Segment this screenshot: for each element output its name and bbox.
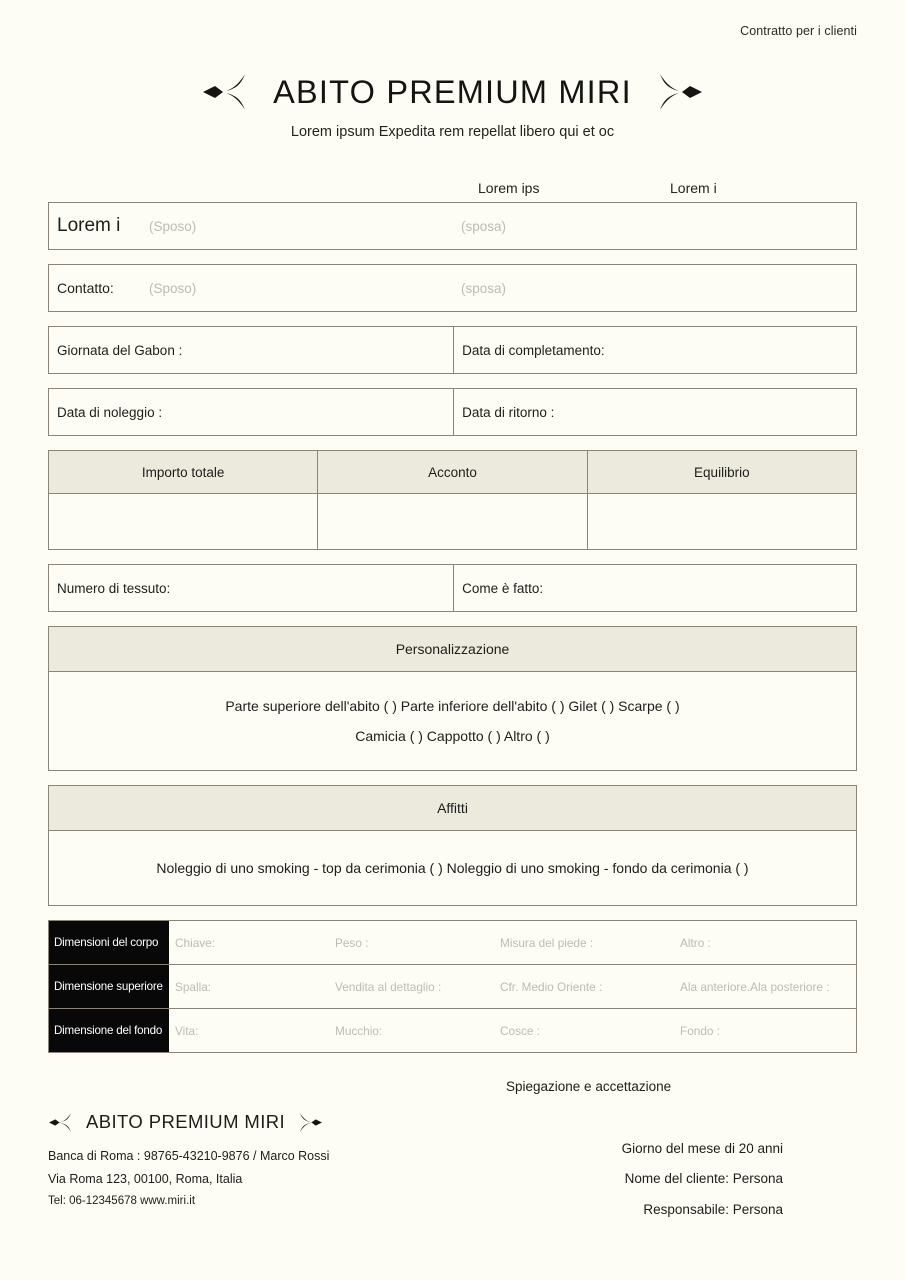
company-contact-lines (48, 1145, 329, 1213)
personalization-options-line-2[interactable]: Camicia ( ) Cappotto ( ) Altro ( ) (355, 728, 550, 744)
company-info-block (48, 1111, 329, 1213)
measurement-field[interactable]: Chiave: (175, 935, 215, 950)
measurement-field[interactable]: Spalla: (175, 979, 212, 994)
amounts-header-total: Importo totale (141, 464, 225, 480)
amounts-value-deposit[interactable] (317, 494, 586, 549)
return-date-label: Data di ritorno : (462, 404, 555, 420)
personalization-heading: Personalizzazione (49, 627, 856, 672)
dates-row-two[interactable] (48, 388, 857, 436)
completion-date-field[interactable] (454, 327, 856, 373)
dates-row-one[interactable] (48, 326, 857, 374)
signature-manager-line: Responsabile: Persona (643, 1201, 783, 1217)
signature-client-line: Nome del cliente: Persona (624, 1171, 783, 1187)
amounts-table (48, 450, 857, 550)
amounts-value-balance[interactable] (587, 494, 856, 549)
amounts-header-balance: Equilibrio (587, 451, 856, 493)
completion-date-label: Data di completamento: (462, 342, 605, 358)
contact-row-label: Contatto: (57, 280, 114, 296)
fabric-made-label: Come è fatto: (462, 580, 544, 596)
amounts-header-deposit: Acconto (317, 451, 586, 493)
contact-bride-placeholder[interactable]: (sposa) (461, 280, 507, 296)
measurement-field[interactable]: Fondo : (680, 1023, 721, 1038)
measurement-field[interactable]: Vita: (175, 1023, 199, 1038)
address-line: Via Roma 123, 00100, Roma, Italia (48, 1172, 243, 1187)
amounts-header-row (49, 451, 856, 494)
table-row[interactable] (49, 920, 856, 964)
rentals-heading: Affitti (49, 786, 856, 831)
name-field-row[interactable] (48, 202, 857, 250)
amounts-value-total[interactable] (49, 494, 317, 549)
measurement-field[interactable]: Altro : (680, 935, 711, 950)
name-groom-placeholder[interactable]: (Sposo) (149, 218, 197, 234)
document-type-label: Contratto per i clienti (740, 24, 857, 38)
rental-date-label: Data di noleggio : (57, 404, 163, 420)
measurement-row-label: Dimensione del fondo (49, 1009, 169, 1052)
event-date-label: Giornata del Gabon : (57, 342, 183, 358)
bank-line: Banca di Roma : 98765-43210-9876 / Marco Rossi (48, 1149, 330, 1163)
ornament-flourish-icon (201, 72, 247, 112)
ornament-flourish-icon (299, 1112, 323, 1133)
page-title: ABITO PREMIUM MIRI (273, 73, 632, 110)
measurement-field[interactable]: Peso : (335, 935, 369, 950)
fabric-number-label: Numero di tessuto: (57, 580, 171, 596)
contact-line: Tel: 06-12345678 www.miri.it (48, 1195, 196, 1208)
measurement-field[interactable]: Vendita al dettaglio : (335, 979, 442, 994)
signature-block (622, 1134, 783, 1225)
measurement-field[interactable]: Misura del piede : (500, 935, 594, 950)
measurement-field[interactable]: Cfr. Medio Oriente : (500, 979, 603, 994)
brand-tagline: Lorem ipsum Expedita rem repellat libero qui et oc (290, 124, 615, 140)
measurement-fields[interactable] (169, 1009, 856, 1052)
column-captions (48, 180, 857, 202)
fabric-row[interactable] (48, 564, 857, 612)
measurement-row-label: Dimensioni del corpo (49, 921, 169, 964)
measurement-field[interactable]: Mucchio: (335, 1023, 383, 1038)
contact-groom-placeholder[interactable]: (Sposo) (149, 280, 197, 296)
ornament-flourish-icon (48, 1112, 72, 1133)
personalization-panel (48, 626, 857, 771)
document-footer (48, 1079, 857, 1249)
table-row[interactable] (49, 1008, 856, 1052)
personalization-options[interactable] (49, 672, 856, 770)
measurement-fields[interactable] (169, 965, 856, 1008)
rentals-options-line-1[interactable]: Noleggio di uno smoking - top da cerimonia ( ) Noleggio di uno smoking - fondo da cerimonia ( ) (156, 860, 749, 876)
measurement-field[interactable]: Ala anteriore.Ala posteriore : (680, 979, 830, 994)
ornament-flourish-icon (658, 72, 704, 112)
rentals-panel (48, 785, 857, 906)
name-row-label: Lorem i (57, 215, 121, 236)
footer-brand-row (48, 1111, 329, 1133)
signature-caption: Spiegazione e accettazione (506, 1079, 672, 1094)
event-date-field[interactable] (49, 327, 454, 373)
name-bride-placeholder[interactable]: (sposa) (461, 218, 507, 234)
contact-field-row[interactable] (48, 264, 857, 312)
rental-date-field[interactable] (49, 389, 454, 435)
fabric-made-field[interactable] (454, 565, 856, 611)
column-caption-b: Lorem i (670, 180, 717, 196)
measurement-field[interactable]: Cosce : (500, 1023, 540, 1038)
personalization-options-line-1[interactable]: Parte superiore dell'abito ( ) Parte inferiore dell'abito ( ) Gilet ( ) Scarpe ( ) (225, 698, 680, 714)
measurement-fields[interactable] (169, 921, 856, 964)
measurement-row-label: Dimensione superiore (49, 965, 169, 1008)
brand-header (48, 72, 857, 140)
table-row[interactable] (49, 964, 856, 1008)
document-type-note (48, 0, 857, 38)
brand-title-row (48, 72, 857, 112)
measurements-table (48, 920, 857, 1053)
signature-date-line: Giorno del mese di 20 anni (621, 1141, 783, 1156)
rentals-options[interactable] (49, 831, 856, 905)
fabric-number-field[interactable] (49, 565, 454, 611)
amounts-value-row[interactable] (49, 494, 856, 549)
column-caption-a: Lorem ips (478, 180, 540, 196)
return-date-field[interactable] (454, 389, 856, 435)
footer-brand-title: ABITO PREMIUM MIRI (86, 1111, 286, 1132)
